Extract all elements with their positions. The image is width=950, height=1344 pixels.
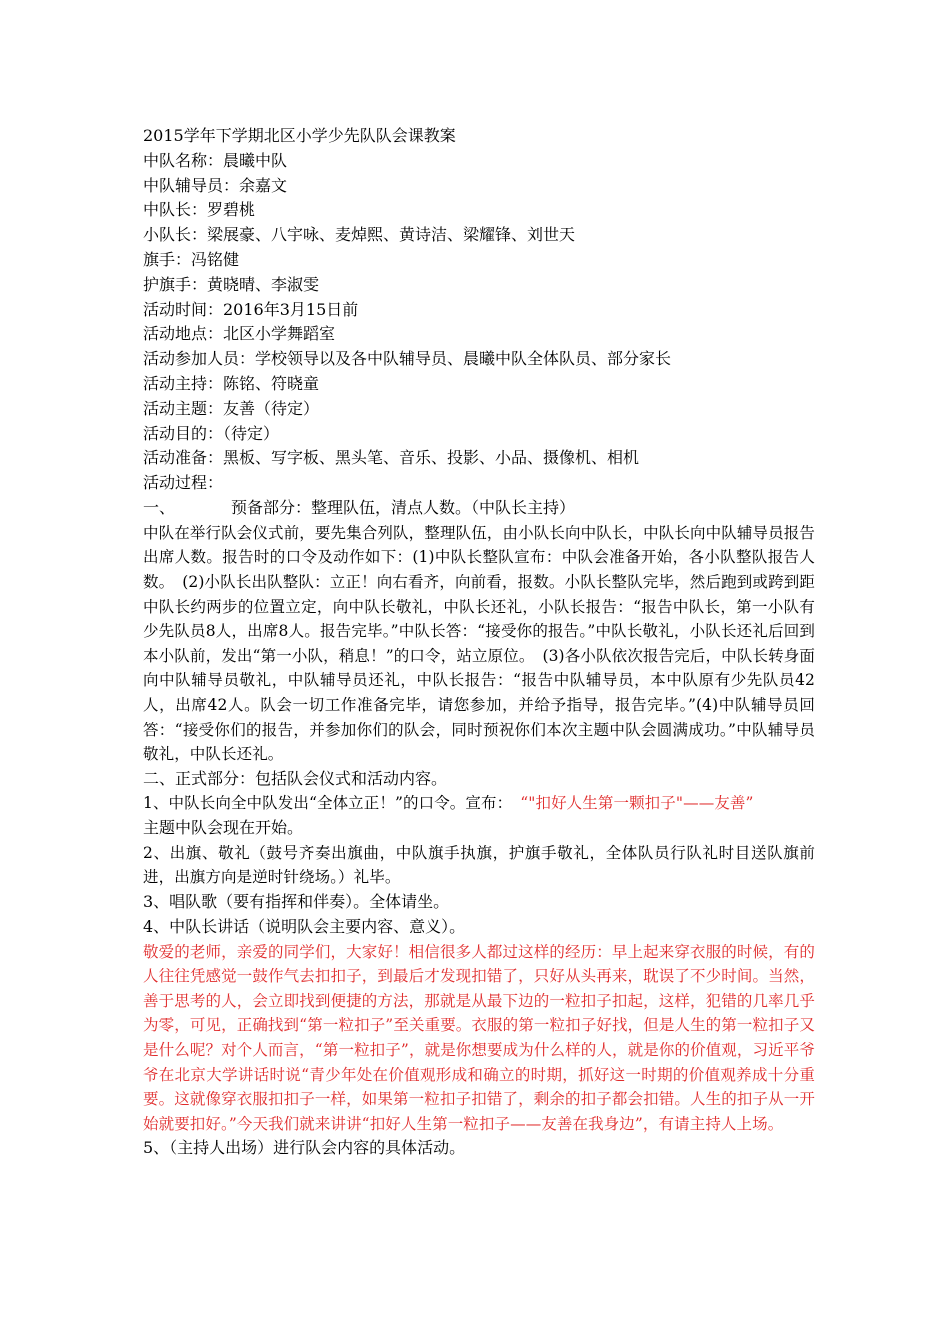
item-1-theme-highlight: “"扣好人生第一颗扣子"——友善” (520, 794, 754, 813)
item-2: 2、出旗、敬礼（鼓号齐奏出旗曲，中队旗手执旗，护旗手敬礼，全体队员行队礼时目送队旗前进，出旗方向是逆时针绕场。）礼毕。 (143, 843, 815, 887)
document-page (143, 124, 815, 1161)
section-1-number: 一、 (143, 497, 176, 517)
field-participants: 活动参加人员：学校领导以及各中队辅导员、晨曦中队全体队员、部分家长 (143, 349, 672, 369)
field-squad-leader: 中队长：罗碧桃 (143, 200, 256, 220)
item-1-text: 1、中队长向全中队发出“全体立正！”的口令。宣布： (143, 794, 513, 813)
item-1 (143, 791, 815, 816)
document-title: 2015学年下学期北区小学少先队队会课教案 (143, 126, 456, 145)
item-4: 4、中队长讲话（说明队会主要内容、意义）。 (143, 916, 466, 936)
section-1-body: 中队在举行队会仪式前，要先集合列队，整理队伍，由小队长向中队长，中队长向中队辅导员报告出席人数。报告时的口令及动作如下：(1)中队长整队宣布：中队会准备开始，各小队整队报告人数。 (2)小队长出队整队：立正！向右看齐，向前看，报数。小队长整队完毕，然后跑到或跨到距中队长约两步的位置立定，向中队长敬礼，中队长还礼，小队长报告：“报告中队长，第一小队有少先队员8人，出席8人。报告完毕。”中队长答：“接受你的报告。”中队长敬礼，小队长还礼后回到本小队前，发出“第一小队，稍息！”的口令，站立原位。 (3)各小队依次报告完后，中队长转身面向中队辅导员敬礼，中队辅导员还礼，中队长报告：“报告中队辅导员，本中队原有少先队员42人，出席42人。队会一切工作准备完毕，请您参加，并给予指导，报告完毕。”(4)中队辅导员回答：“接受你们的报告，并参加你们的队会，同时预祝你们本次主题中队会圆满成功。”中队辅导员敬礼，中队长还礼。 (143, 523, 815, 764)
field-purpose: 活动目的：（待定） (143, 423, 280, 443)
field-location: 活动地点：北区小学舞蹈室 (143, 324, 336, 344)
section-1-title: 预备部分：整理队伍，清点人数。（中队长主持） (231, 497, 576, 517)
field-flag-guards: 护旗手：黄晓晴、李淑雯 (143, 274, 320, 294)
leader-speech: 敬爱的老师，亲爱的同学们，大家好！相信很多人都过这样的经历：早上起来穿衣服的时候，有的人往往凭感觉一鼓作气去扣扣子，到最后才发现扣错了，只好从头再来，耽误了不少时间。当然，善于思考的人，会立即找到便捷的方法，那就是从最下边的一粒扣子扣起，这样，犯错的几率几乎为零，可见，正确找到“第一粒扣子”至关重要。衣服的第一粒扣子好找，但是人生的第一粒扣子又是什么呢？对个人而言，“第一粒扣子”，就是你想要成为什么样的人，就是你的价值观，习近平爷爷在北京大学讲话时说“青少年处在价值观形成和确立的时期，抓好这一时期的价值观养成十分重要。这就像穿衣服扣扣子一样，如果第一粒扣子扣错了，剩余的扣子都会扣错。人生的扣子从一开始就要扣好。”今天我们就来讲讲“扣好人生第一粒扣子——友善在我身边”，有请主持人上场。 (143, 942, 815, 1133)
field-preparation: 活动准备：黑板、写字板、黑头笔、音乐、投影、小品、摄像机、相机 (143, 448, 640, 468)
field-team-leaders: 小队长：梁展豪、八宇咏、麦焯熙、黄诗洁、梁耀锋、刘世天 (143, 225, 576, 245)
field-theme: 活动主题：友善（待定） (143, 398, 320, 418)
item-1-continued: 主题中队会现在开始。 (143, 818, 304, 838)
item-5: 5、（主持人出场）进行队会内容的具体活动。 (143, 1138, 466, 1158)
field-squad-name: 中队名称：晨曦中队 (143, 150, 288, 170)
field-process: 活动过程： (143, 473, 224, 493)
field-time: 活动时间：2016年3月15日前 (143, 299, 359, 319)
field-flag-bearer: 旗手：冯铭健 (143, 249, 240, 269)
section-1-heading (143, 496, 815, 521)
field-hosts: 活动主持：陈铭、符晓童 (143, 373, 320, 393)
item-3: 3、唱队歌（要有指挥和伴奏）。全体请坐。 (143, 892, 450, 912)
section-2-heading: 二、正式部分：包括队会仪式和活动内容。 (143, 768, 448, 788)
field-counselor: 中队辅导员：余嘉文 (143, 175, 288, 195)
